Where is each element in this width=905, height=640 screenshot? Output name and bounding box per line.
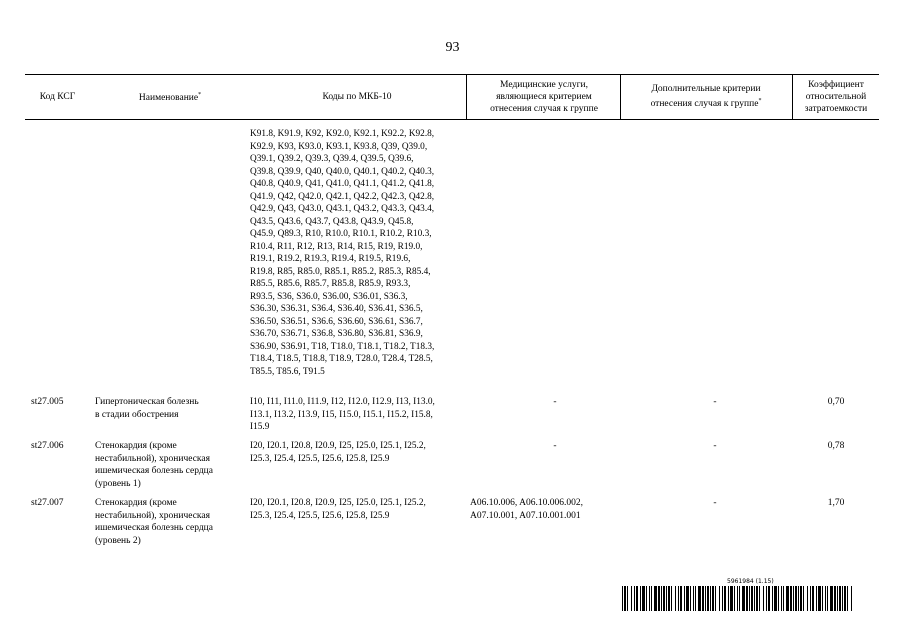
row-coefficient: 1,70 bbox=[827, 498, 845, 508]
row-code: st27.006 bbox=[31, 441, 64, 451]
header-mkb bbox=[250, 77, 464, 117]
header-code bbox=[25, 77, 90, 117]
row-services: - bbox=[553, 441, 557, 451]
table-header-bottom-rule bbox=[25, 119, 879, 120]
row-mkb-codes: I20, I20.1, I20.8, I20.9, I25, I25.0, I25.1, I25.2, I25.3, I25.4, I25.5, I25.6, I25.8, I25.9 bbox=[250, 441, 426, 464]
barcode-id: 5961984 (1.15) bbox=[727, 578, 774, 585]
header-divider bbox=[466, 74, 467, 119]
header-mkb-text: Коды по МКБ-10 bbox=[322, 92, 392, 102]
continuation-codes: K91.8, K91.9, K92, K92.0, K92.1, K92.2, K92.8, K92.9, K93, K93.0, K93.1, K93.8, Q39, Q39.0, Q39.1, Q39.2, Q39.3, Q39.4, Q39.5, Q39.6, Q39.8, Q39.9, Q40, Q40.0, Q40.1, Q40.2, Q40.3, Q40.8, Q40.9, Q41, Q41.0, Q41.1, Q41.2, Q41.8, Q41.9, Q42, Q42.0, Q42.1, Q42.2, Q42.3, Q42.8, Q42.9, Q43, Q43.0, Q43.1, Q43.2, Q43.3, Q43.4, Q43.5, Q43.6, Q43.7, Q43.8, Q43.9, Q45.8, Q45.9, Q89.3, R10, R10.0, R10.1, R10.2, R10.3, R10.4, R11, R12, R13, R14, R15, R19, R19.0, R19.1, R19.2, R19.3, R19.4, R19.5, R19.6, R19.8, R85, R85.0, R85.1, R85.2, R85.3, R85.4, R85.5, R85.6, R85.7, R85.8, R85.9, R93.3, R93.5, S36, S36.0, S36.00, S36.01, S36.3, S36.30, S36.31, S36.4, S36.40, S36.41, S36.5, S36.50, S36.51, S36.6, S36.60, S36.61, S36.7, S36.70, S36.71, S36.8, S36.80, S36.81, S36.9, S36.90, S36.91, T18, T18.0, T18.1, T18.2, T18.3, T18.4, T18.5, T18.8, T18.9, T28.0, T28.4, T28.5, T85.5, T85.6, T91.5 bbox=[250, 129, 435, 377]
row-code: st27.005 bbox=[31, 397, 64, 407]
row-name: Гипертоническая болезнь в стадии обострения bbox=[95, 397, 199, 420]
row-services: A06.10.006, A06.10.006.002, A07.10.001, A07.10.001.001 bbox=[470, 498, 583, 521]
row-name: Стенокардия (кроме нестабильной), хроническая ишемическая болезнь сердца (уровень 1) bbox=[95, 441, 213, 489]
header-divider bbox=[792, 74, 793, 119]
row-name: Стенокардия (кроме нестабильной), хроническая ишемическая болезнь сердца (уровень 2) bbox=[95, 498, 213, 546]
row-mkb-codes: I10, I11, I11.0, I11.9, I12, I12.0, I12.9, I13, I13.0, I13.1, I13.2, I13.9, I15, I15.0, I15.1, I15.2, I15.8, I15.9 bbox=[250, 397, 435, 432]
header-code-text: Код КСГ bbox=[39, 92, 76, 102]
header-services-text: Медицинские услуги, являющиеся критерием отнесения случая к группе bbox=[490, 80, 598, 114]
row-criteria: - bbox=[713, 441, 717, 451]
footnote-mark: * bbox=[198, 92, 202, 99]
header-coef-text: Коэффициент относительной затратоемкости bbox=[804, 80, 868, 114]
row-code: st27.007 bbox=[31, 498, 64, 508]
page-number: 93 bbox=[445, 40, 460, 55]
header-coef bbox=[796, 77, 876, 117]
header-criteria bbox=[632, 77, 780, 117]
header-name bbox=[95, 77, 245, 117]
row-services: - bbox=[553, 397, 557, 407]
row-criteria: - bbox=[713, 397, 717, 407]
row-criteria: - bbox=[713, 498, 717, 508]
header-divider bbox=[620, 74, 621, 119]
row-coefficient: 0,78 bbox=[827, 441, 845, 451]
row-mkb-codes: I20, I20.1, I20.8, I20.9, I25, I25.0, I25.1, I25.2, I25.3, I25.4, I25.5, I25.6, I25.8, I25.9 bbox=[250, 498, 426, 521]
header-criteria-text: Дополнительные критерии отнесения случая к группе bbox=[650, 84, 761, 110]
barcode bbox=[622, 586, 854, 611]
header-services bbox=[480, 77, 608, 117]
header-name-text: Наименование bbox=[138, 93, 199, 104]
table-top-rule bbox=[25, 74, 879, 75]
footnote-mark: * bbox=[758, 98, 762, 105]
row-coefficient: 0,70 bbox=[827, 397, 845, 407]
